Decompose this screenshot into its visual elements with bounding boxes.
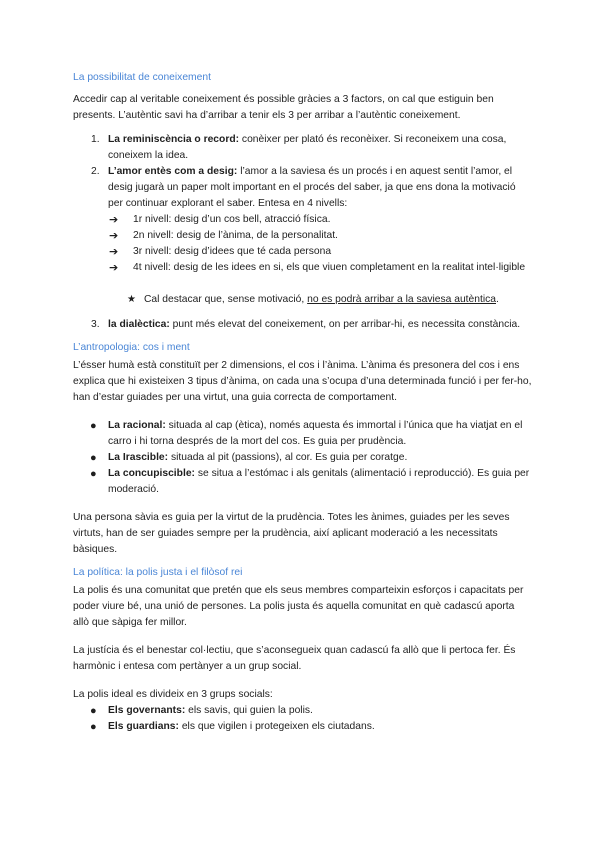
paragraph: La polis és una comunitat que pretén que els seus membres comparteixin esforços i capacitats per poder viure bé, una unió de persones. La polis justa és aquella comunitat en què cadascú aporta allò que sàpiga fer millor.: [73, 585, 524, 628]
definition: l’amor a la saviesa és un procés i en aquest sentit l’amor, el desig jugarà un paper molt important en el procés del saber, ja que ens dona la motivació per continuar explorant el saber. Entesa en 4 nivells:: [108, 166, 516, 209]
list-item: [73, 317, 533, 333]
list-item: [73, 132, 533, 164]
paragraph: Accedir cap al veritable coneixement és possible gràcies a 3 factors, on cal que estiguin ben presents. L’autèntic savi ha d’arribar a tenir els 3 per arribar a l’autèntic coneixement.: [73, 94, 494, 121]
note-underlined: no es podrà arribar a la saviesa autèntica: [307, 294, 497, 305]
levels-list: [108, 212, 533, 276]
level-text: 2n nivell: desig de l’ànima, de la personalitat.: [133, 230, 338, 241]
term: L’amor entès com a desig:: [108, 166, 238, 177]
list-item: [73, 466, 533, 498]
list-item: [73, 719, 533, 735]
definition: se situa a l’estómac i als genitals (alimentació i reproducció). Es guia per moderació.: [108, 468, 530, 495]
definition: els savis, qui guien la polis.: [185, 705, 313, 716]
arrow-icon: ➔: [109, 230, 119, 242]
list-item: [73, 164, 533, 308]
term: La racional:: [108, 420, 166, 431]
section-heading-politica: La política: la polis justa i el filòsof rei: [73, 567, 243, 578]
bullet-icon: ●: [90, 452, 97, 464]
definition: conèixer per plató és reconèixer. Si reconeixem una cosa, coneixem la idea.: [108, 134, 507, 161]
groups-list: [73, 703, 533, 735]
list-item: [73, 703, 533, 719]
arrow-icon: ➔: [109, 262, 119, 274]
level-text: 1r nivell: desig d’un cos bell, atracció física.: [133, 214, 331, 225]
bullet-icon: ●: [90, 468, 97, 480]
term: Els guardians:: [108, 721, 179, 732]
list-item: [73, 450, 533, 466]
term: La Irascible:: [108, 452, 169, 463]
arrow-icon: ➔: [109, 246, 119, 258]
definition: els que vigilen i protegeixen els ciutadans.: [178, 721, 375, 732]
term: La reminiscència o record:: [108, 134, 240, 145]
souls-list: [73, 418, 533, 498]
level-text: 3r nivell: desig d’idees que té cada persona: [133, 246, 332, 257]
list-number: 2.: [91, 166, 100, 177]
definition: punt més elevat del coneixement, on per arribar-hi, es necessita constància.: [169, 319, 521, 330]
paragraph: Una persona sàvia es guia per la virtut de la prudència. Totes les ànimes, guiades per les seves virtuts, han de ser guiades sempre per la prudència, així aplicant moderació a les necessitats bàsiques.: [73, 512, 510, 555]
term: Els governants:: [108, 705, 186, 716]
list-item: [108, 244, 533, 260]
level-text: 4t nivell: desig de les idees en si, els que viuen completament en la realitat intel·ligible: [133, 262, 526, 273]
arrow-icon: ➔: [109, 214, 119, 226]
note-list: [73, 292, 533, 308]
list-number: 3.: [91, 319, 100, 330]
paragraph: La justícia és el benestar col·lectiu, que s’aconsegueix quan cadascú fa allò que li pertoca fer. És harmònic i entesa com pertànyer a un grup social.: [73, 645, 516, 672]
star-icon: ★: [127, 294, 136, 305]
bullet-icon: ●: [90, 721, 97, 733]
paragraph: La polis ideal es divideix en 3 grups socials:: [73, 689, 273, 700]
section-heading-coneixement: La possibilitat de coneixement: [73, 72, 211, 83]
paragraph: L’ésser humà està constituït per 2 dimensions, el cos i l’ànima. L’ànima és presonera del cos i ens explica que hi existeixen 3 tipus d’ànima, on cada una s’ocupa d’una determinada funció i per fer-ho, han d’estar guiades per una virtut, una guia correcta de comportament.: [73, 360, 532, 403]
definition: situada al pit (passions), al cor. Es guia per coratge.: [168, 452, 408, 463]
list-item: [108, 228, 533, 244]
list-item: [108, 260, 533, 276]
numbered-list: [73, 132, 533, 333]
term: La concupiscible:: [108, 468, 195, 479]
term: la dialèctica:: [108, 319, 170, 330]
list-item: [73, 292, 533, 308]
bullet-icon: ●: [90, 705, 97, 717]
bullet-icon: ●: [90, 420, 97, 432]
list-item: [108, 212, 533, 228]
document-body: [73, 70, 533, 735]
list-item: [73, 418, 533, 450]
definition: situada al cap (ètica), només aquesta és immortal i l’única que ha viatjat en el carro i hi torna després de la mort del cos. Es guia per prudència.: [108, 420, 523, 447]
note-text: Cal destacar que, sense motivació,: [144, 294, 308, 305]
section-heading-antropologia: L’antropologia: cos i ment: [73, 342, 190, 353]
list-number: 1.: [91, 134, 100, 145]
note-end: .: [496, 294, 499, 305]
